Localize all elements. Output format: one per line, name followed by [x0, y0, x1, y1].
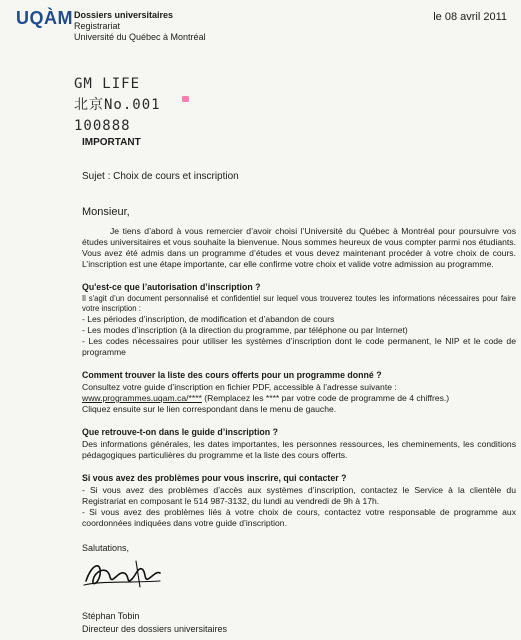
- list-item: - Si vous avez des problèmes liés à votre choix de cours, contactez votre responsable de programme aux coordonnées indiquées dans votre guide d’inscription.: [82, 507, 516, 528]
- important-label: IMPORTANT: [82, 137, 141, 148]
- section-heading: Comment trouver la liste des cours offerts pour un programme donné ?: [82, 370, 382, 380]
- signatory-name: Stéphan Tobin: [82, 611, 140, 621]
- signature-icon: [82, 555, 162, 593]
- letter-body: [82, 226, 516, 541]
- program-url-link[interactable]: www.programmes.uqam.ca/****: [82, 393, 202, 403]
- list-item: - Les modes d’inscription (à la direction du programme, par téléphone ou par Internet): [82, 325, 408, 335]
- section-guide: [82, 427, 516, 461]
- department-name: Dossiers universitaires: [74, 10, 174, 20]
- office-name: Registrariat: [74, 21, 121, 31]
- pink-mark: [182, 96, 189, 102]
- section-heading: Si vous avez des problèmes pour vous inscrire, qui contacter ?: [82, 473, 347, 483]
- salutation: Monsieur,: [82, 206, 130, 218]
- section-authorization: [82, 282, 516, 358]
- recipient-address: [74, 74, 161, 137]
- list-item: - Si vous avez des problèmes d’accès aux systèmes d’inscription, contactez le Service à la clientèle du Registrariat en composant le 514 987-3132, du lundi au vendredi de 9h à 17h.: [82, 485, 516, 506]
- institution-block: [74, 10, 206, 43]
- university-name: Université du Québec à Montréal: [74, 32, 206, 42]
- section-text: Des informations générales, les dates importantes, les personnes ressources, les cheminements, les conditions pédagogiques particulières du programme et la liste des cours offerts.: [82, 439, 516, 460]
- section-contact: [82, 473, 516, 529]
- section-text: Consultez votre guide d’inscription en fichier PDF, accessible à l’adresse suivante :: [82, 382, 397, 392]
- section-course-list: [82, 370, 516, 415]
- recipient-line-2: 北京No.001: [74, 97, 161, 113]
- url-note: (Remplacez les **** par votre code de programme de 4 chiffres.): [201, 393, 450, 403]
- section-heading: Que retrouve-t-on dans le guide d’inscription ?: [82, 427, 278, 437]
- signatory-title: Directeur des dossiers universitaires: [82, 624, 228, 634]
- recipient-line-3: 100888: [74, 118, 131, 134]
- list-item: - Les périodes d’inscription, de modification et d’abandon de cours: [82, 314, 335, 324]
- section-text: Cliquez ensuite sur le lien correspondant dans le menu de gauche.: [82, 404, 337, 414]
- section-text: Il s'agit d’un document personnalisé et confidentiel sur lequel vous trouverez toutes les informations nécessaires pour faire votre inscription :: [82, 294, 516, 313]
- recipient-line-1: GM LIFE: [74, 76, 141, 92]
- intro-paragraph: Je tiens d’abord à vous remercier d’avoir choisi l’Université du Québec à Montréal pour poursuivre vos études universitaires et vous souhaite la bienvenue. Nous sommes heureux de vous compter parmi nos étudiants. Vous avez été admis dans un programme d’études et vous devez maintenant procéder à votre choix de cours. L’inscription est une étape importante, car elle confirme votre choix et valide votre admission au programme.: [82, 226, 516, 269]
- closing-salutations: Salutations,: [82, 543, 130, 553]
- section-url-line: [82, 393, 516, 404]
- subject-line: Sujet : Choix de cours et inscription: [82, 171, 239, 182]
- letter-date: le 08 avril 2011: [433, 11, 507, 23]
- uqam-logo: UQÀM: [16, 8, 73, 28]
- section-heading: Qu'est-ce que l’autorisation d’inscription ?: [82, 282, 261, 292]
- list-item: - Les codes nécessaires pour utiliser les systèmes d’inscription dont le code permanent, le NIP et le code de programme: [82, 336, 516, 357]
